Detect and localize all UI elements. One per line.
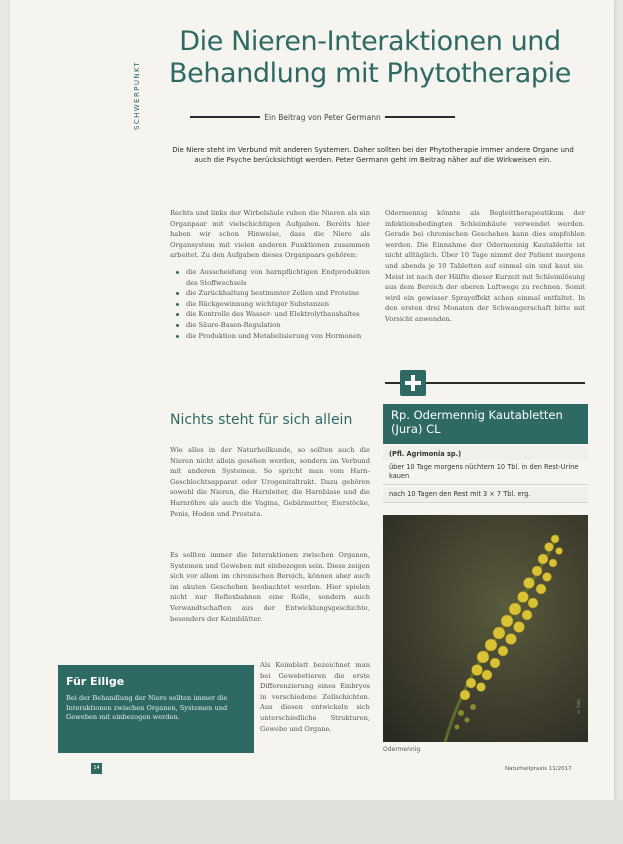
magazine-footer: Naturheilpraxis 11/2017 [505,766,572,772]
recipe-dose-2: nach 10 Tagen den Rest mit 3 × 7 Tbl. erg. [383,487,588,503]
list-item: die Ausscheidung von harnpflichtigen Endprodukten des Stoffwechsels [180,267,370,288]
recipe-plant: (Pfl. Agrimonia sp.) [383,447,588,463]
section-label: SCHWERPUNKT [133,60,141,130]
paragraph: Wie alles in der Naturheilkunde, so sollten auch die Nieren nicht allein gesehen werden, sondern im Verbund mit anderen Systemen. So spricht man vom Harn-Geschlechtsapparat oder Urogenitaltrakt. Dazu gehören sowohl die Nieren, die Harnleiter, die Harnblase und die Harnröhre als auch die Vagina, Gebärmutter, Eierstöcke, Penis, Hoden und Prostata. [170,446,370,518]
byline: Ein Beitrag von Peter Germann [264,112,381,122]
summary-title: Für Eilige [66,675,125,688]
scan-background [0,800,623,844]
recipe-dose-1: über 10 Tage morgens nüchtern 10 Tbl. in den Rest-Urine kauen [383,460,588,485]
paragraph: Als Keimblatt bezeichnet man bei Gewebetieren die erste Differenzierung eines Embryos in verschiedene Zellschichten. Aus diesen entwickeln sich unterschiedliche Strukturen, Gewebe und Organe. [260,661,370,733]
summary-text: Bei der Behandlung der Niere sollten immer die Interaktionen zwischen Organen, Systemen und Geweben mit einbezogen werden. [66,694,228,721]
title-line-2: Behandlung mit Phytotherapie [169,58,571,89]
right-column: Odermennig könnte als Begleittherapeutikum der infektionsbedingten Schleimhäute verwendet werden. Gerade bei chronischen Geschehen kann dies empfohlen werden. Die Einnahme der Odermennig Kautablette ist nicht alltäglich. Über 10 Tage nimmt der Patient morgens und abends je 10 Tabletten auf einmal ein und kaut sie. Meist ist nach der Hälfte dieser Kurzeit mit Schleimlösung aus dem Bereich der oberen Luftwege zu rechnen. Somit wird ein gewisser Sprayeffekt schon einmal entfaltet. In den ersten drei Monaten der Schwangerschaft bitte mit Vorsicht anwenden. [385,209,585,323]
page-number: 14 [91,763,102,774]
title-line-1: Die Nieren-Interaktionen und [179,26,561,57]
recipe-title: Rp. Odermennig Kautabletten (Jura) CL [383,404,588,444]
summary-box [58,665,254,753]
byline-rule-left [190,116,260,118]
task-list [170,267,370,341]
paragraph: Rechts und links der Wirbelsäule ruhen die Nieren als ein Organpaar mit vielschichtigen Aufgaben. Bereits hier haben wir schon Hinweise, dass die Niere als Organsystem mit vielen anderen Funktionen zusammen arbeitet. Zu den Aufgaben dieses Organpaars gehören: [170,209,370,260]
flower-image [383,515,588,742]
left-column [170,208,370,341]
paragraph: Es sollten immer die Interaktionen zwischen Organen, Systemen und Geweben mit einbezogen sein. Diese zeigen sich vor allem im chronischen Bereich, können aber auch im akuten Geschehen beobachtet werden. Hier spielen nicht nur Reflexbahnen eine Rolle, sondern auch Verwandtschaften aus der Entwicklungsgeschichte, besonders der Keimblätter. [170,551,370,623]
list-item: die Säure-Basen-Regulation [180,320,370,331]
plus-icon [400,370,426,396]
photo-credit: © Foto [576,699,581,714]
byline-rule-right [385,116,455,118]
byline-row [190,110,455,124]
list-item: die Produktion und Metabolisierung von Hormonen [180,331,370,342]
agrimony-photo [383,515,588,742]
article-title [150,26,590,90]
list-item: die Rückgewinnung wichtiger Substanzen [180,299,370,310]
photo-caption: Odermennig [383,746,421,753]
list-item: die Kontrolle des Wasser- und Elektrolythaushaltes [180,309,370,320]
subheading: Nichts steht für sich allein [170,412,353,428]
intro-text: Die Niere steht im Verbund mit anderen Systemen. Daher sollten bei der Phytotherapie immer andere Organe und auch die Psyche berücksichtigt werden. Peter Germann geht im Beitrag näher auf die Wirkweisen ein. [172,146,574,164]
list-item: die Zurückhaltung bestimmter Zellen und Proteine [180,288,370,299]
